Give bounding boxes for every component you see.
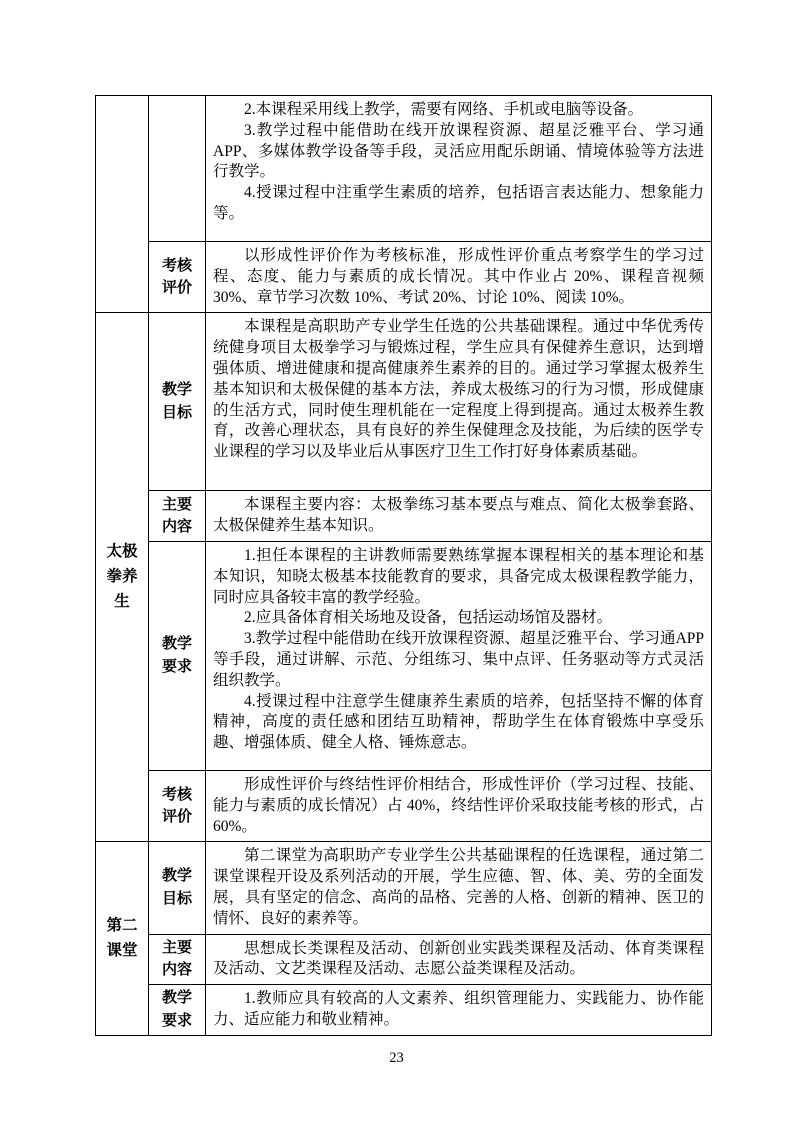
course-name: 第二课堂 [106, 916, 138, 959]
curriculum-table [95, 95, 712, 1036]
row-label: 主要内容 [162, 495, 193, 536]
row-label: 教学要求 [162, 635, 193, 675]
row-label-cell [149, 842, 206, 934]
row-label: 教学目标 [162, 867, 193, 907]
paragraph: 4.授课过程中注意学生健康养生素质的培养，包括坚持不懈的体育精神，高度的责任感和团结互助精神，帮助学生在体育锻炼中享受乐趣、增强体质、健全人格、锤炼意志。 [213, 692, 704, 752]
page-number: 23 [389, 1050, 404, 1066]
row-label-cell [149, 313, 206, 491]
row-label: 考核评价 [162, 256, 193, 297]
course-name-cell [96, 96, 149, 313]
paragraph: 1.担任本课程的主讲教师需要熟练掌握本课程相关的基本理论和基本知识，知晓太极基本技能教育的要求，具备完成太极课程教学能力，同时应具备较丰富的教学经验。 [213, 546, 704, 606]
row-label: 考核评价 [162, 785, 193, 826]
table-row [96, 770, 712, 841]
row-label: 教学要求 [162, 989, 193, 1029]
table-row [96, 242, 712, 313]
table-row [96, 934, 712, 985]
table-row [96, 491, 712, 542]
row-label-cell [149, 985, 206, 1036]
table-row [96, 985, 712, 1036]
paragraph: 2.应具备体育相关场地及设备，包括运动场馆及器材。 [244, 609, 613, 627]
paragraph: 思想成长类课程及活动、创新创业实践类课程及活动、体育类课程及活动、文艺类课程及活动、志愿公益类课程及活动。 [213, 939, 704, 978]
content-cell [206, 934, 712, 985]
paragraph: 第二课堂为高职助产专业学生公共基础课程的任选课程，通过第二课堂课程开设及系列活动的开展，学生应德、智、体、美、劳的全面发展，具有坚定的信念、高尚的品格、完善的人格、创新的精神、医卫的情怀、良好的素养等。 [213, 847, 704, 927]
course-name: 太极拳养生 [106, 543, 138, 610]
row-label-cell [149, 770, 206, 841]
paragraph: 4.授课过程中注重学生素质的培养，包括语言表达能力、想象能力等。 [213, 184, 704, 222]
row-label-cell [149, 934, 206, 985]
paragraph: 3.教学过程中能借助在线开放课程资源、超星泛雅平台、学习通APP 等手段，通过讲解、示范、分组练习、集中点评、任务驱动等方式灵活组织教学。 [213, 630, 704, 689]
paragraph: 1.教师应具有较高的人文素养、组织管理能力、实践能力、协作能力、适应能力和敬业精神。 [213, 990, 704, 1028]
content-cell [206, 491, 712, 542]
table-row [96, 541, 712, 770]
row-label-cell [149, 242, 206, 313]
row-label: 教学目标 [162, 381, 193, 421]
content-cell [206, 96, 712, 242]
paragraph: 本课程主要内容：太极拳练习基本要点与难点、简化太极拳套路、太极保健养生基本知识。 [213, 496, 704, 535]
paragraph: 以形成性评价作为考核标准，形成性评价重点考察学生的学习过程、态度、能力与素质的成长情况。其中作业占 20%、课程音视频 30%、章节学习次数 10%、考试 20%、讨论 10%、阅读 10%。 [213, 247, 704, 306]
paragraph: 本课程是高职助产专业学生任选的公共基础课程。通过中华优秀传统健身项目太极拳学习与锻炼过程，学生应具有保健养生意识，达到增强体质、增进健康和提高健康养生素养的目的。通过学习掌握太极养生基本知识和太极保健的基本方法，养成太极练习的行为习惯，形成健康的生活方式，同时使生理机能在一定程度上得到提高。通过太极养生教育，改善心理状态，具有良好的养生保健理念及技能，为后续的医学专业课程的学习以及毕业后从事医疗卫生工作打好身体素质基础。 [213, 318, 704, 461]
content-cell [206, 985, 712, 1036]
content-cell [206, 770, 712, 841]
row-label-cell [149, 96, 206, 242]
row-label-cell [149, 541, 206, 770]
table-row [96, 313, 712, 491]
table-row [96, 96, 712, 242]
course-name-cell [96, 842, 149, 1035]
course-name-cell [96, 313, 149, 842]
content-cell [206, 242, 712, 313]
paragraph: 形成性评价与终结性评价相结合，形成性评价（学习过程、技能、能力与素质的成长情况）占 40%，终结性评价采取技能考核的形式，占 60%。 [213, 775, 704, 835]
paragraph: 3.教学过程中能借助在线开放课程资源、超星泛雅平台、学习通APP、多媒体教学设备等手段，灵活应用配乐朗诵、情境体验等方法进行教学。 [213, 121, 704, 181]
content-cell [206, 842, 712, 934]
table-row [96, 842, 712, 934]
content-cell [206, 313, 712, 491]
content-cell [206, 541, 712, 770]
paragraph: 2.本课程采用线上教学，需要有网络、手机或电脑等设备。 [244, 101, 644, 118]
row-label-cell [149, 491, 206, 542]
row-label: 主要内容 [162, 938, 193, 979]
